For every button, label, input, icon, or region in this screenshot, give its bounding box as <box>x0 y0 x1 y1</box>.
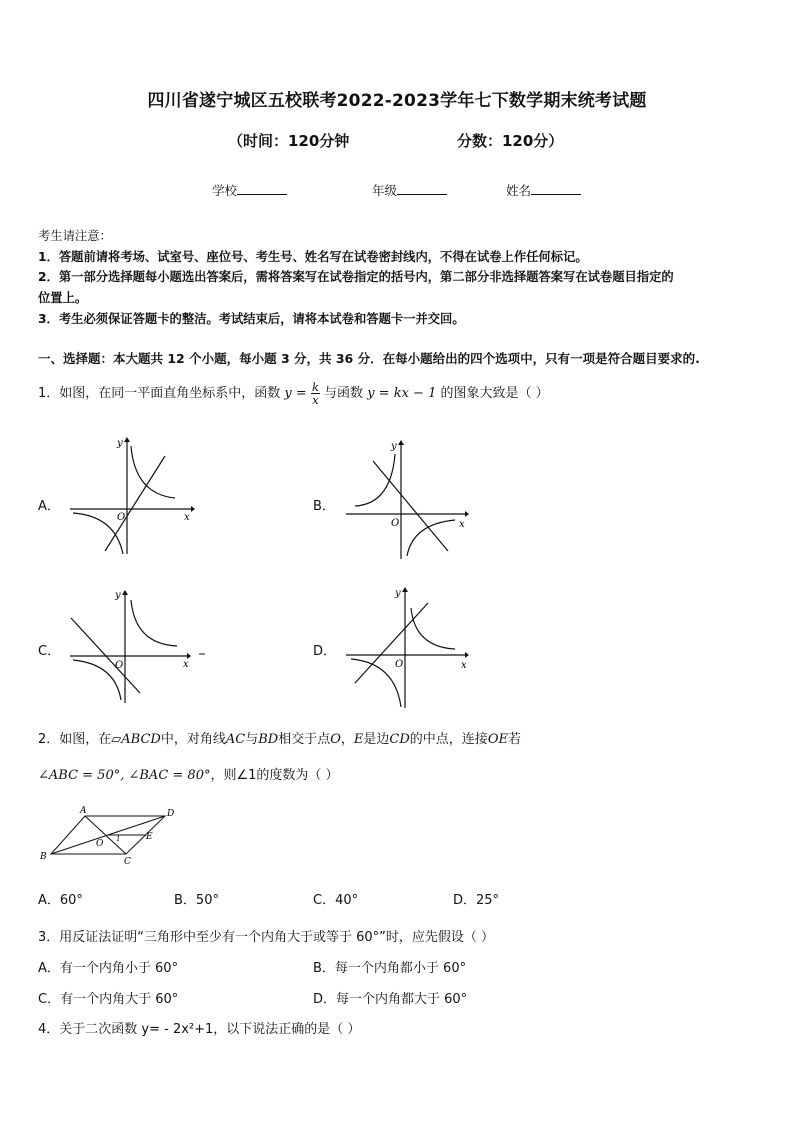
question-2-condition: ∠ABC = 50°, ∠BAC = 80°，则∠1的度数为（ ） <box>38 768 339 783</box>
vertex-c-label: C <box>124 857 131 866</box>
section-heading: 一、选择题：本大题共 12 个小题，每小题 3 分，共 36 分．在每小题给出的四个选项中，只有一项是符合题目要求的. <box>38 351 700 366</box>
q3-option-b: B．每一个内角都小于 60° <box>313 961 467 976</box>
x-axis-label: x <box>183 659 189 670</box>
notes-heading: 考生请注意： <box>38 229 112 243</box>
q1-option-b-label: B． <box>313 499 335 514</box>
grade-field: 年级 <box>372 181 447 199</box>
y-axis-label: y <box>391 441 397 452</box>
vertex-b-label: B <box>40 852 47 862</box>
exam-score: 分数：120分） <box>457 132 564 150</box>
note-2: 2．第一部分选择题每小题选出答案后，需将答案写在试卷指定的括号内，第二部分非选择题答案写在试卷题目指定的 <box>38 270 674 284</box>
note-3: 3．考生必须保证答题卡的整洁。考试结束后，请将本试卷和答题卡一并交回。 <box>38 312 465 326</box>
vertex-d-label: D <box>167 809 175 819</box>
q3-option-d: D．每一个内角都大于 60° <box>313 992 468 1007</box>
q2-parallelogram-figure <box>38 804 178 866</box>
q1-option-c-label: C． <box>38 644 61 659</box>
q1-graph-b <box>343 436 473 561</box>
question-1-stem: 1．如图，在同一平面直角坐标系中，函数 y = $\frac{k}{x}$ 与函数 y = kx − 1 的图象大致是（ ） <box>38 380 549 407</box>
angle-1-label: 1 <box>116 835 121 843</box>
q1-graph-a <box>65 436 195 556</box>
q1-option-a-label: A． <box>38 499 60 514</box>
vertex-a-label: A <box>80 806 87 816</box>
exam-time: （时间：120分钟 <box>228 132 350 150</box>
q3-option-a: A．有一个内角小于 60° <box>38 961 179 976</box>
x-axis-label: x <box>184 512 190 523</box>
q1-option-d-label: D． <box>313 644 337 659</box>
note-1: 1．答题前请将考场、试室号、座位号、考生号、姓名写在试卷密封线内，不得在试卷上作任何标记。 <box>38 250 588 264</box>
q1-graph-d <box>343 583 478 711</box>
school-field: 学校 <box>212 181 287 199</box>
origin-label: O <box>117 512 126 523</box>
q2-option-a: A．60° <box>38 893 83 908</box>
question-2-stem: 2．如图，在▱ABCD中，对角线AC与BD相交于点O，E是边CD的中点，连接OE若 <box>38 732 521 747</box>
origin-label: O <box>391 518 400 529</box>
question-4-stem: 4．关于二次函数 y= - 2x²+1，以下说法正确的是（ ） <box>38 1022 361 1037</box>
origin-label: O <box>115 660 124 671</box>
question-3-stem: 3．用反证法证明“三角形中至少有一个内角大于或等于 60°”时，应先假设（ ） <box>38 930 495 945</box>
x-axis-label: x <box>461 660 467 671</box>
y-axis-label: y <box>115 590 121 601</box>
q2-option-d: D．25° <box>453 893 500 908</box>
y-axis-label: y <box>395 588 401 599</box>
point-e-label: E <box>146 832 153 842</box>
origin-label: O <box>395 659 404 670</box>
q2-option-b: B．50° <box>174 893 219 908</box>
q3-option-c: C．有一个内角大于 60° <box>38 992 179 1007</box>
page-title: 四川省遂宁城区五校联考2022-2023学年七下数学期末统考试题 <box>147 91 647 111</box>
name-field: 姓名 <box>506 181 581 199</box>
point-o-label: O <box>96 839 104 849</box>
q2-option-c: C．40° <box>313 893 359 908</box>
q1-graph-c <box>65 588 215 706</box>
note-2-cont: 位置上。 <box>38 291 88 305</box>
x-axis-label: x <box>459 519 465 530</box>
y-axis-label: y <box>117 438 123 449</box>
